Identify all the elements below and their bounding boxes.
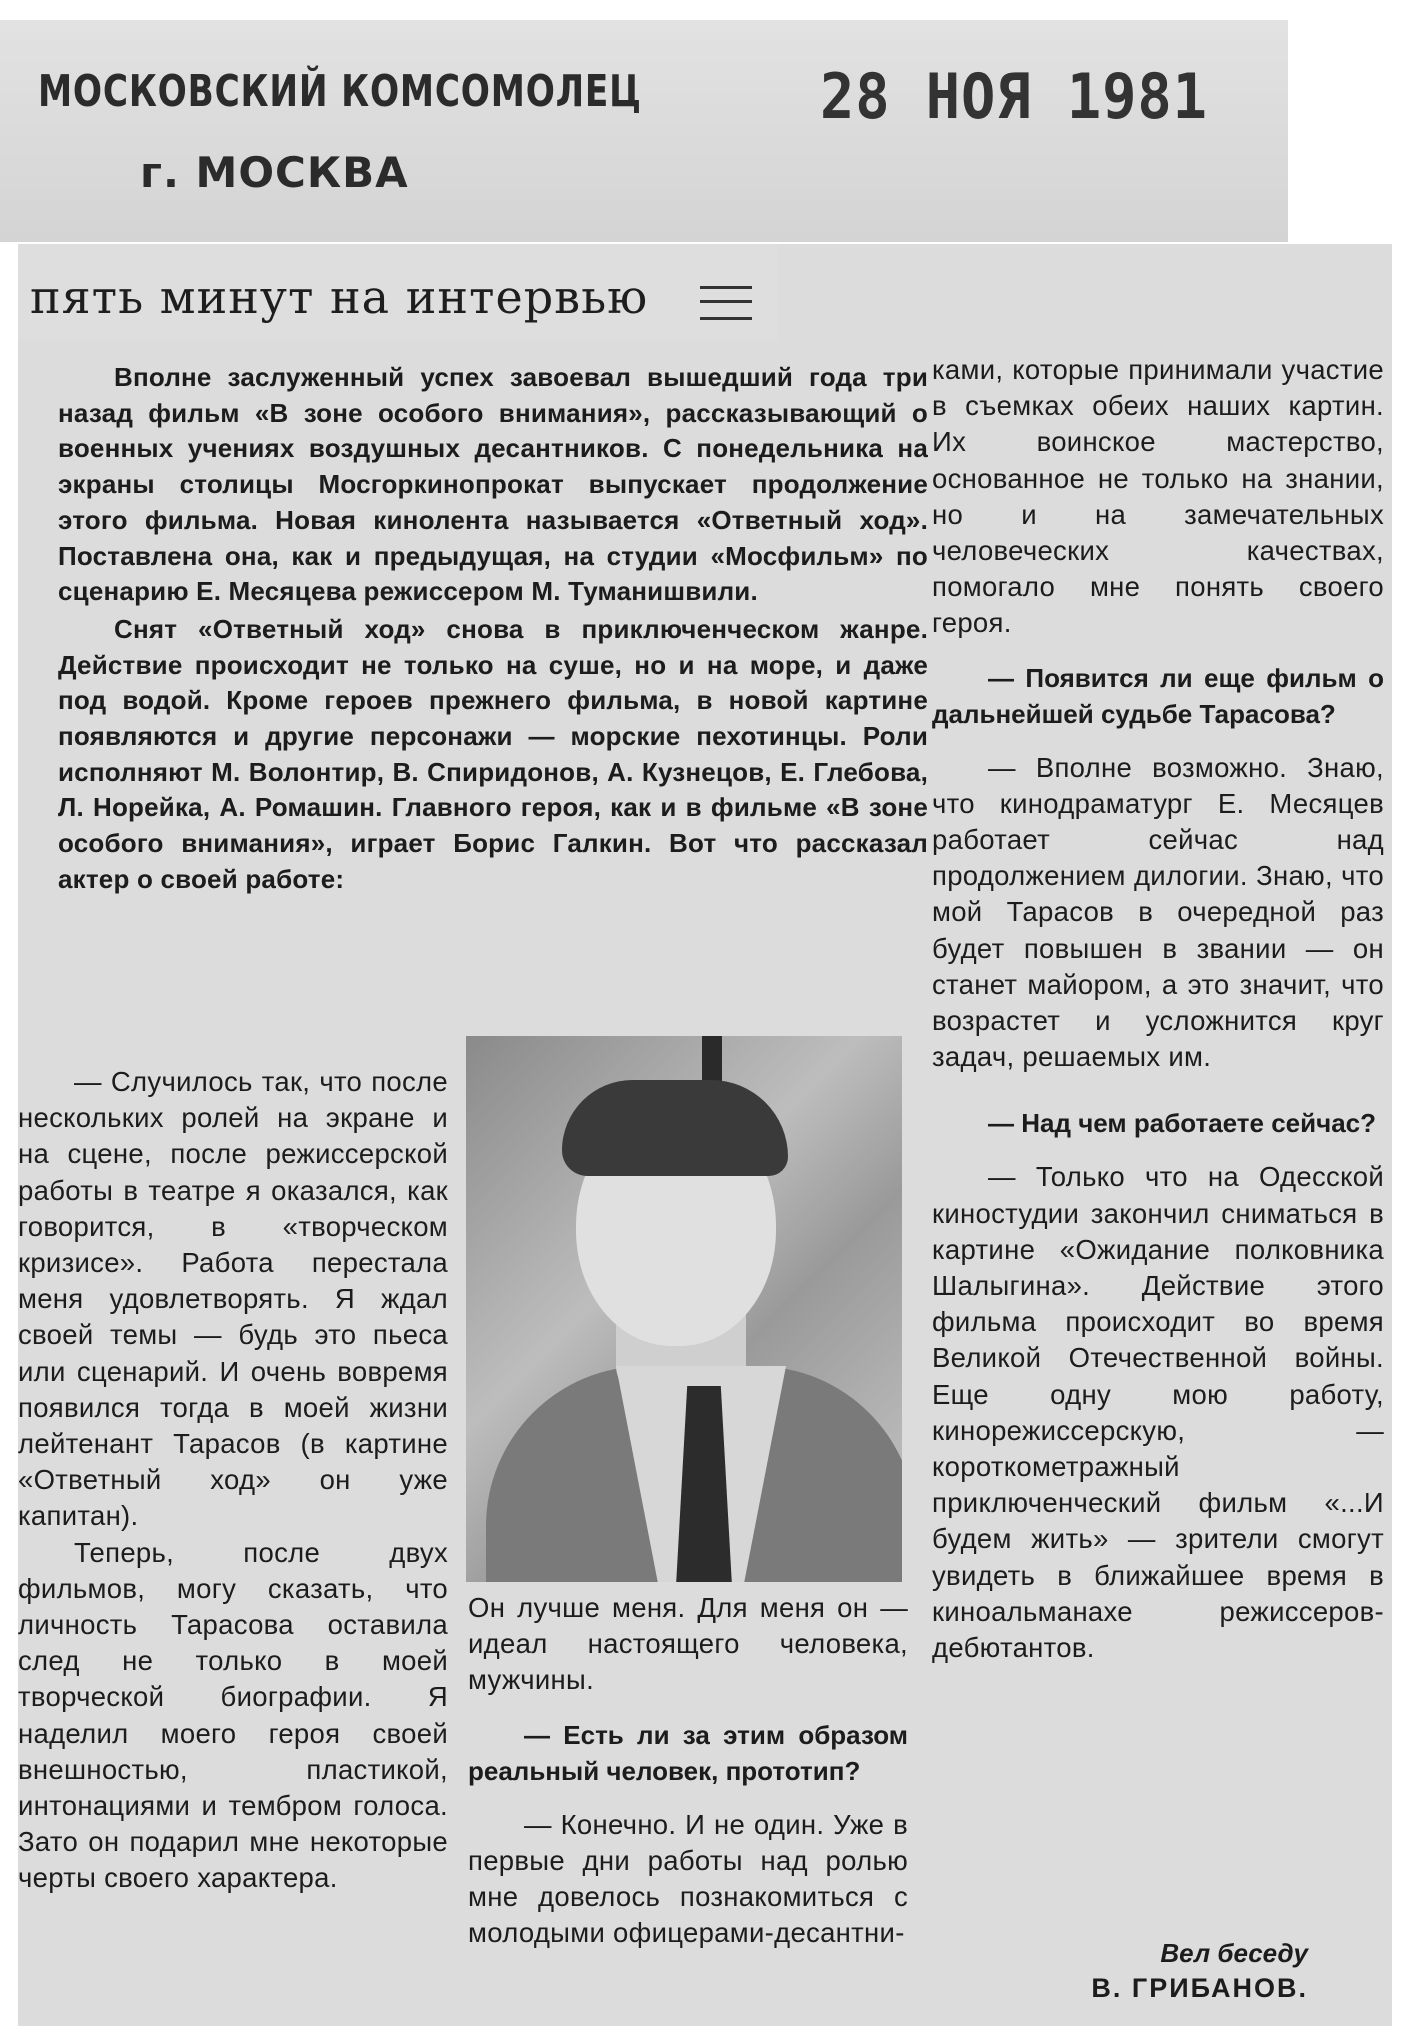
answer-sequel: — Вполне возможно. Знаю, что кинодраматург Е. Месяцев работает сейчас над продолжением дилогии. Знаю, что мой Тарасов в очередной раз будет повышен в звании — он станет майором, а это значит, что возрастет и усложнится круг задач, решаемых им. [932, 751, 1384, 1073]
lead-paragraph-2: Снят «Ответный ход» снова в приключенческом жанре. Действие происходит не только на суше, но и на море, и даже под водой. Кроме героев прежнего фильма, в новой картине появляются и другие персонажи — морские пехотинцы. Роли исполняют М. Волонтир, В. Спиридонов, А. Кузнецов, Е. Глебова, Л. Норейка, А. Ромашин. Главного героя, как и в фильме «В зоне особого внимания», играет Борис Галкин. Вот что рассказал актер о своей работе: [58, 613, 928, 894]
article-clipping [18, 244, 1392, 2026]
left-column [18, 1064, 448, 1897]
answer-paragraph-2: Теперь, после двух фильмов, могу сказать, что личность Тарасова оставила след не только в моей творческой биографии. Я наделил моего героя своей внешностью, пластикой, интонациями и тембром голоса. Зато он подарил мне некоторые черты своего характера. [18, 1536, 448, 1894]
question-prototype: — Есть ли за этим образом реальный человек, прототип? [468, 1719, 908, 1786]
city-stamp: г. МОСКВА [140, 148, 409, 197]
question-current-work: — Над чем работаете сейчас? [988, 1108, 1377, 1139]
rubric-header [18, 244, 778, 340]
rubric-title: пять минут на интервью [30, 270, 649, 324]
rubric-rule-icon [700, 286, 752, 320]
question-sequel: — Появится ли еще фильм о дальнейшей судьбе Тарасова? [932, 662, 1384, 729]
newspaper-name-stamp: МОСКОВСКИЙ КОМСОМОЛЕЦ [38, 66, 642, 117]
middle-column [468, 1590, 908, 1951]
actor-photo [466, 1036, 902, 1582]
answer-paragraph-1: — Случилось так, что после нескольких ролей на экране и на сцене, после режиссерской работы в театре я оказался, как говорится, в «творческом кризисе». Работа перестала меня удовлетворять. Я ждал своей темы — будь это пьеса или сценарий. И очень вовремя появился тогда в моей жизни лейтенант Тарасов (в картине «Ответный ход» он уже капитан). [18, 1066, 448, 1532]
right-column [932, 352, 1384, 1666]
signature-author: В. ГРИБАНОВ. [1091, 1973, 1308, 2003]
signature [788, 1936, 1308, 2006]
signature-by: Вел беседу [1160, 1938, 1308, 1968]
answer-prototype: — Конечно. И не один. Уже в первые дни работы над ролью мне довелось познакомиться с молодыми офицерами-десантни- [468, 1808, 908, 1949]
lead-paragraph-1: Вполне заслуженный успех завоевал вышедший года три назад фильм «В зоне особого внимания», рассказывающий о военных учениях воздушных десантников. С понедельника на экраны столицы Мосгоркинопрокат выпускает продолжение этого фильма. Новая кинолента называется «Ответный ход». Поставлена она, как и предыдущая, на студии «Мосфильм» по сценарию Е. Месяцева режиссером М. Туманишвили. [58, 362, 928, 607]
date-stamp: 28 НОЯ 1981 [820, 60, 1208, 133]
answer-current-work: — Только что на Одесской киностудии закончил сниматься в картине «Ожидание полковника Шалыгина». Действие этого фильма происходит во время Великой Отечественной войны. Еще одну мою работу, кинорежиссерскую, — короткометражный приключенческий фильм «...И будем жить» — зрители смогут увидеть в ближайшее время в киноальманахе режиссеров-дебютантов. [932, 1161, 1384, 1664]
stamp-slip [0, 20, 1288, 242]
middle-text-1: Он лучше меня. Для меня он — идеал настоящего человека, мужчины. [468, 1592, 908, 1696]
right-text-1: ками, которые принимали участие в съемках обеих наших картин. Их воинское мастерство, основанное не только на знании, но и на замечательных человеческих качествах, помогало мне понять своего героя. [932, 354, 1384, 639]
lead-column [58, 360, 928, 898]
